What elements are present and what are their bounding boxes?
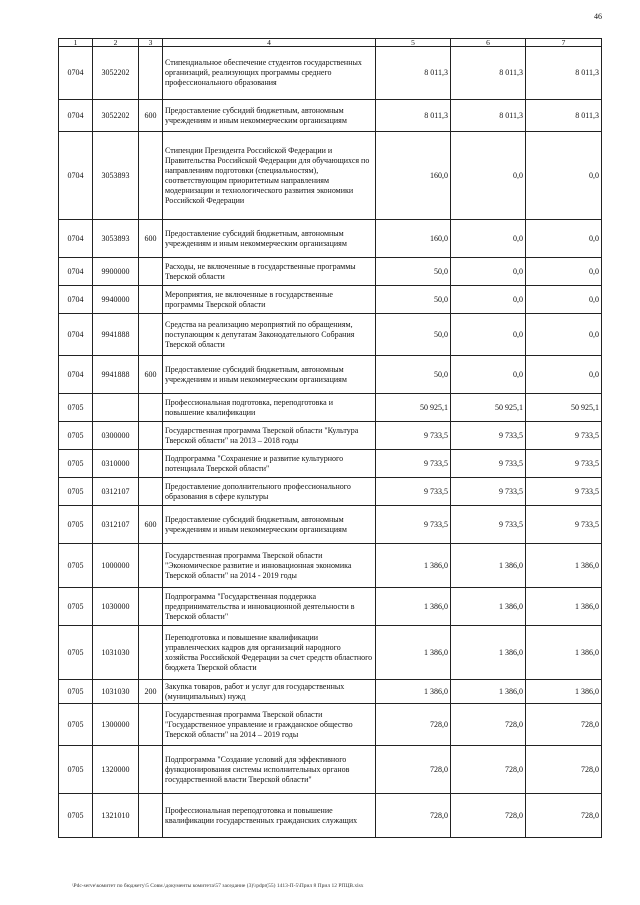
table-row [59, 704, 602, 746]
section-cell: 0705 [59, 704, 93, 746]
header-cell: 4 [163, 39, 376, 47]
section-cell: 0705 [59, 746, 93, 794]
code-cell: 9941888 [93, 356, 139, 394]
amount-2016-cell: 0,0 [526, 286, 602, 314]
name-cell: Предоставление субсидий бюджетным, автономным учреждениям и иным некоммерческим организациям [163, 100, 376, 132]
code-cell: 3053893 [93, 220, 139, 258]
name-cell: Стипендиальное обеспечение студентов государственных организаций, реализующих программы среднего профессионального образования [163, 47, 376, 100]
name-cell: Расходы, не включенные в государственные программы Тверской области [163, 258, 376, 286]
section-cell: 0705 [59, 506, 93, 544]
amount-2016-cell: 1 386,0 [526, 544, 602, 588]
name-cell: Государственная программа Тверской области "Государственное управление и гражданское общество Тверской области" на 2014 – 2019 годы [163, 704, 376, 746]
amount-2016-cell: 9 733,5 [526, 450, 602, 478]
amount-2016-cell: 0,0 [526, 356, 602, 394]
code-cell: 3052202 [93, 47, 139, 100]
amount-2016-cell: 50 925,1 [526, 394, 602, 422]
header-cell: 7 [526, 39, 602, 47]
table-row [59, 794, 602, 838]
section-cell: 0705 [59, 450, 93, 478]
code-cell: 1000000 [93, 544, 139, 588]
amount-2015-cell: 1 386,0 [451, 588, 526, 626]
section-cell: 0705 [59, 544, 93, 588]
amount-2015-cell: 728,0 [451, 746, 526, 794]
table-row [59, 746, 602, 794]
table-row [59, 100, 602, 132]
type-cell [139, 394, 163, 422]
amount-2014-cell: 1 386,0 [376, 588, 451, 626]
code-cell: 1030000 [93, 588, 139, 626]
name-cell: Подпрограмма "Создание условий для эффективного функционирования системы исполнительных органов государственной власти Тверской области" [163, 746, 376, 794]
type-cell [139, 588, 163, 626]
amount-2014-cell: 50,0 [376, 258, 451, 286]
table-row [59, 356, 602, 394]
table-row [59, 422, 602, 450]
name-cell: Государственная программа Тверской области "Культура Тверской области" на 2013 – 2018 годы [163, 422, 376, 450]
amount-2014-cell: 8 011,3 [376, 47, 451, 100]
type-cell [139, 794, 163, 838]
table-row [59, 47, 602, 100]
table-row [59, 588, 602, 626]
amount-2016-cell: 8 011,3 [526, 47, 602, 100]
amount-2016-cell: 8 011,3 [526, 100, 602, 132]
name-cell: Закупка товаров, работ и услуг для государственных (муниципальных) нужд [163, 680, 376, 704]
amount-2015-cell: 728,0 [451, 794, 526, 838]
amount-2014-cell: 160,0 [376, 132, 451, 220]
header-cell: 2 [93, 39, 139, 47]
table-row [59, 680, 602, 704]
type-cell [139, 704, 163, 746]
type-cell [139, 314, 163, 356]
amount-2014-cell: 1 386,0 [376, 626, 451, 680]
table-row [59, 626, 602, 680]
amount-2016-cell: 0,0 [526, 220, 602, 258]
type-cell: 600 [139, 100, 163, 132]
code-cell: 9940000 [93, 286, 139, 314]
table-row [59, 506, 602, 544]
type-cell [139, 478, 163, 506]
section-cell: 0704 [59, 100, 93, 132]
name-cell: Мероприятия, не включенные в государственные программы Тверской области [163, 286, 376, 314]
name-cell: Предоставление дополнительного профессионального образования в сфере культуры [163, 478, 376, 506]
amount-2016-cell: 9 733,5 [526, 506, 602, 544]
code-cell: 1031030 [93, 680, 139, 704]
table-row [59, 544, 602, 588]
amount-2014-cell: 9 733,5 [376, 478, 451, 506]
table-row [59, 314, 602, 356]
amount-2015-cell: 9 733,5 [451, 422, 526, 450]
amount-2016-cell: 728,0 [526, 746, 602, 794]
amount-2014-cell: 9 733,5 [376, 422, 451, 450]
amount-2014-cell: 1 386,0 [376, 544, 451, 588]
amount-2014-cell: 50 925,1 [376, 394, 451, 422]
amount-2015-cell: 9 733,5 [451, 478, 526, 506]
amount-2015-cell: 9 733,5 [451, 450, 526, 478]
code-cell: 3053893 [93, 132, 139, 220]
amount-2016-cell: 728,0 [526, 794, 602, 838]
type-cell [139, 626, 163, 680]
code-cell: 0300000 [93, 422, 139, 450]
code-cell: 1321010 [93, 794, 139, 838]
amount-2014-cell: 1 386,0 [376, 680, 451, 704]
amount-2015-cell: 0,0 [451, 220, 526, 258]
amount-2016-cell: 9 733,5 [526, 422, 602, 450]
budget-table [58, 38, 602, 838]
amount-2014-cell: 50,0 [376, 356, 451, 394]
type-cell [139, 47, 163, 100]
type-cell [139, 450, 163, 478]
code-cell [93, 394, 139, 422]
type-cell [139, 258, 163, 286]
name-cell: Государственная программа Тверской области "Экономическое развитие и инновационная экономика Тверской области" на 2014 - 2019 годы [163, 544, 376, 588]
name-cell: Предоставление субсидий бюджетным, автономным учреждениям и иным некоммерческим организациям [163, 506, 376, 544]
code-cell: 0310000 [93, 450, 139, 478]
name-cell: Профессиональная подготовка, переподготовка и повышение квалификации [163, 394, 376, 422]
code-cell: 9900000 [93, 258, 139, 286]
amount-2014-cell: 50,0 [376, 314, 451, 356]
name-cell: Предоставление субсидий бюджетным, автономным учреждениям и иным некоммерческим организациям [163, 356, 376, 394]
code-cell: 1300000 [93, 704, 139, 746]
table-row [59, 450, 602, 478]
amount-2016-cell: 1 386,0 [526, 626, 602, 680]
amount-2016-cell: 0,0 [526, 258, 602, 286]
header-cell: 5 [376, 39, 451, 47]
section-cell: 0705 [59, 794, 93, 838]
type-cell [139, 286, 163, 314]
code-cell: 1320000 [93, 746, 139, 794]
amount-2015-cell: 0,0 [451, 286, 526, 314]
amount-2014-cell: 9 733,5 [376, 506, 451, 544]
table-row [59, 394, 602, 422]
table-row [59, 132, 602, 220]
amount-2015-cell: 0,0 [451, 258, 526, 286]
type-cell: 600 [139, 220, 163, 258]
section-cell: 0705 [59, 588, 93, 626]
table-row [59, 220, 602, 258]
amount-2014-cell: 9 733,5 [376, 450, 451, 478]
code-cell: 0312107 [93, 506, 139, 544]
name-cell: Профессиональная переподготовка и повышение квалификации государственных гражданских служащих [163, 794, 376, 838]
amount-2016-cell: 1 386,0 [526, 680, 602, 704]
header-row [59, 39, 602, 47]
section-cell: 0704 [59, 258, 93, 286]
amount-2015-cell: 0,0 [451, 356, 526, 394]
header-cell: 3 [139, 39, 163, 47]
name-cell: Переподготовка и повышение квалификации управленческих кадров для организаций народного хозяйства Российской Федерации за счет средств областного бюджета Тверской области [163, 626, 376, 680]
table-row [59, 258, 602, 286]
code-cell: 0312107 [93, 478, 139, 506]
type-cell: 600 [139, 506, 163, 544]
amount-2015-cell: 8 011,3 [451, 47, 526, 100]
header-cell: 1 [59, 39, 93, 47]
amount-2016-cell: 1 386,0 [526, 588, 602, 626]
name-cell: Стипендии Президента Российской Федерации и Правительства Российской Федерации для обучающихся по направлениям подготовки (специальностям), соответствующим приоритетным направлениям модернизации и технологического развития экономики Российской Федерации [163, 132, 376, 220]
section-cell: 0705 [59, 422, 93, 450]
amount-2014-cell: 728,0 [376, 704, 451, 746]
amount-2014-cell: 160,0 [376, 220, 451, 258]
amount-2015-cell: 728,0 [451, 704, 526, 746]
type-cell [139, 422, 163, 450]
section-cell: 0705 [59, 680, 93, 704]
amount-2016-cell: 9 733,5 [526, 478, 602, 506]
name-cell: Подпрограмма "Государственная поддержка предпринимательства и инновационной деятельности в Тверской области" [163, 588, 376, 626]
amount-2016-cell: 0,0 [526, 314, 602, 356]
type-cell [139, 132, 163, 220]
type-cell [139, 746, 163, 794]
amount-2015-cell: 0,0 [451, 314, 526, 356]
header-cell: 6 [451, 39, 526, 47]
section-cell: 0704 [59, 220, 93, 258]
name-cell: Средства на реализацию мероприятий по обращениям, поступающим к депутатам Законодательного Собрания Тверской области [163, 314, 376, 356]
table-row [59, 286, 602, 314]
code-cell: 3052202 [93, 100, 139, 132]
name-cell: Предоставление субсидий бюджетным, автономным учреждениям и иным некоммерческим организациям [163, 220, 376, 258]
amount-2015-cell: 8 011,3 [451, 100, 526, 132]
table-row [59, 478, 602, 506]
amount-2014-cell: 50,0 [376, 286, 451, 314]
file-path-footer: \Pdc-serve\комитет по бюджету\5 Совм.\документы комитета\57 заседание (3)\\pdpr(55) 1413-П-5\Прил 8 Прил 12 РПЦВ.xlsx [72, 883, 364, 889]
section-cell: 0704 [59, 47, 93, 100]
amount-2015-cell: 50 925,1 [451, 394, 526, 422]
section-cell: 0705 [59, 478, 93, 506]
amount-2014-cell: 728,0 [376, 746, 451, 794]
code-cell: 1031030 [93, 626, 139, 680]
name-cell: Подпрограмма "Сохранение и развитие культурного потенциала Тверской области" [163, 450, 376, 478]
amount-2016-cell: 728,0 [526, 704, 602, 746]
amount-2014-cell: 8 011,3 [376, 100, 451, 132]
type-cell: 200 [139, 680, 163, 704]
amount-2014-cell: 728,0 [376, 794, 451, 838]
type-cell: 600 [139, 356, 163, 394]
amount-2015-cell: 9 733,5 [451, 506, 526, 544]
section-cell: 0705 [59, 394, 93, 422]
amount-2015-cell: 0,0 [451, 132, 526, 220]
section-cell: 0705 [59, 626, 93, 680]
section-cell: 0704 [59, 132, 93, 220]
amount-2015-cell: 1 386,0 [451, 626, 526, 680]
amount-2016-cell: 0,0 [526, 132, 602, 220]
amount-2015-cell: 1 386,0 [451, 680, 526, 704]
amount-2015-cell: 1 386,0 [451, 544, 526, 588]
type-cell [139, 544, 163, 588]
code-cell: 9941888 [93, 314, 139, 356]
section-cell: 0704 [59, 286, 93, 314]
section-cell: 0704 [59, 314, 93, 356]
page-number: 46 [594, 12, 602, 21]
section-cell: 0704 [59, 356, 93, 394]
